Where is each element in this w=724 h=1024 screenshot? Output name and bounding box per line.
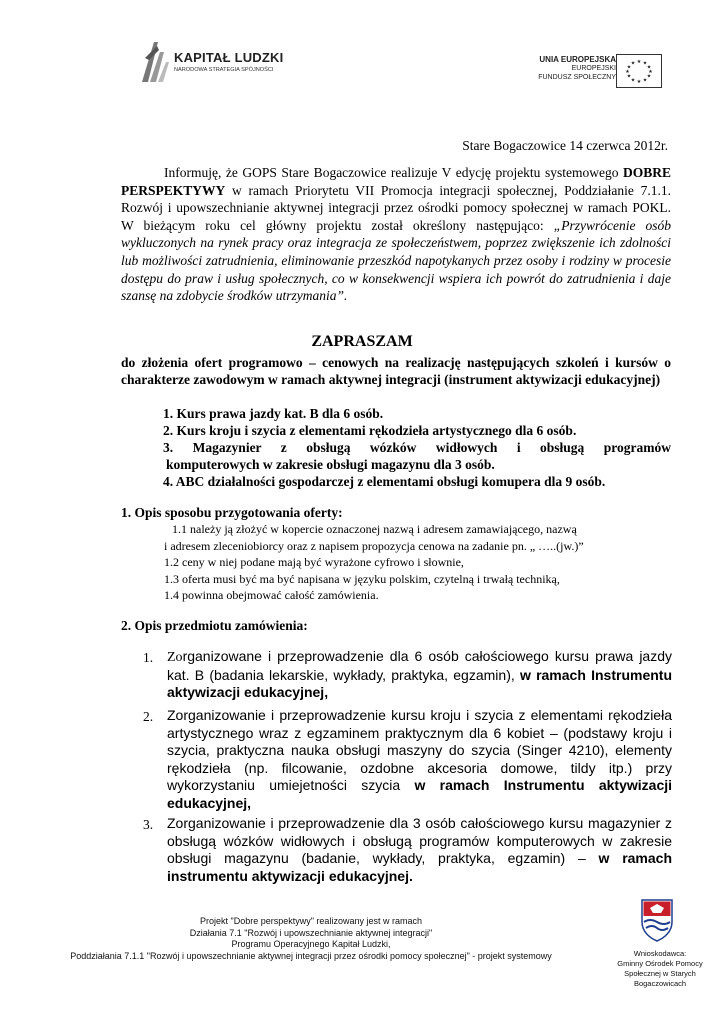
intro-text-1: Informuję, że GOPS Stare Bogaczowice realizuje V edycję projektu systemowego	[164, 165, 623, 180]
item-2-number: 2.	[143, 709, 154, 724]
footer-line: Poddziałania 7.1.1 "Rozwój i upowszechnianie aktywnej integracji przez ośrodki pomocy społecznej" - projekt systemowy	[70, 950, 552, 961]
section-1-item: 1.3 oferta musi być ma być napisana w języku polskim, czytelną i trwałą techniką,	[164, 571, 560, 586]
kl-subtitle: NARODOWA STRATEGIA SPÓJNOŚCI	[174, 67, 274, 73]
section-1-heading: 1. Opis sposobu przygotowania oferty:	[121, 505, 343, 520]
svg-text:★: ★	[642, 60, 648, 67]
item-3-bold: w ramach instrumentu aktywizacji edukacyjnej.	[167, 850, 672, 884]
applicant-label: Wnioskodawca:	[633, 949, 687, 958]
course-4: 4. ABC działalności gospodarczej z elementami obsługi komupera dla 9 osób.	[163, 474, 606, 489]
course-3-continued: komputerowych w zakresie obsługi magazynu dla 3 osób.	[166, 457, 495, 472]
course-3: 3. Magazynier z obsługą wózków widłowych i obsługą programów	[163, 440, 671, 455]
item-3-body: Zorganizowanie i przeprowadzenie dla 3 osób całościowego kursu magazynier z obsługą wózków widłowych i obsługą programów komputerowych w zakresie obsługi magazynu (badanie, wykłady, praktyka, egzamin) –	[167, 815, 672, 867]
eu-text	[538, 55, 616, 82]
invite-text: do złożenia ofert programowo – cenowych na realizację następujących szkoleń i kursów o charakterze zawodowym w ramach aktywnej integracji (instrument aktywizacji edukacyjnej)	[121, 355, 671, 387]
section-1-item: i adresem zleceniobiorcy oraz z napisem propozycja cenowa na zadanie pn. „ …..(jw.)”	[164, 538, 584, 553]
item-3-text	[167, 815, 672, 885]
section-2-heading: 2. Opis przedmiotu zamówienia:	[121, 618, 308, 633]
kl-title: KAPITAŁ LUDZKI	[174, 50, 284, 65]
footer-line: Projekt "Dobre perspektywy" realizowany jest w ramach	[200, 916, 422, 926]
item-1-first-letters: Zo	[167, 650, 183, 665]
course-2: 2. Kurs kroju i szycia z elementami rękodzieła artystycznego dla 6 osób.	[163, 423, 577, 438]
invite-title: ZAPRASZAM	[311, 333, 413, 350]
footer-line: Programu Operacyjnego Kapitał Ludzki,	[231, 939, 391, 949]
svg-text:★: ★	[646, 73, 652, 80]
eu-flag-icon	[616, 54, 662, 88]
applicant-line: Bogaczowicach	[633, 979, 687, 988]
item-1-text	[167, 648, 672, 702]
eu-line2: EUROPEJSKI	[571, 65, 616, 72]
footer-project-info	[0, 916, 622, 962]
eu-line3: FUNDUSZ SPOŁECZNY	[538, 74, 616, 81]
course-1: 1. Kurs prawa jazdy kat. B dla 6 osób.	[163, 406, 384, 421]
applicant-line: Gminny Ośrodek Pomocy	[617, 959, 703, 968]
intro-paragraph	[121, 164, 671, 305]
applicant-line: Społecznej w Starych	[624, 969, 696, 978]
section-1-item: 1.1 należy ją złożyć w kopercie oznaczonej nazwą i adresem zamawiającego, nazwą	[172, 522, 577, 536]
item-2-body: Zorganizowanie i przeprowadzenie kursu kroju i szycia z elementami rękodzieła artystycznego wraz z egzaminem praktycznym dla 6 kobiet – (podstawy kroju i szycia, praktyczna nauka obsługi maszyny do szycia (Singer 4210), elementy rękodzieła (np. filcowanie, ozdobne akcesoria domowe, tildy itp.) przy wykorzystaniu umiejetności szycia	[167, 707, 672, 794]
svg-text:★: ★	[636, 79, 642, 85]
footer-line: Działania 7.1 "Rozwój i upowszechnianie aktywnej integracji"	[189, 927, 433, 938]
project-goal-quote: „Przywrócenie osób wykluczonych na rynek pracy oraz integracja ze społeczeństwem, poprzez zwiększenie ich zdolności lub możliwości zatrudnienia, eliminowanie przeszkód napotykanych przez osoby i rodziny w procesie dostępu do praw i usług społecznych, co w konsekwencji wspiera ich powrót do zatrudnienia i daje szansę na zdobycie środków utrzymania”.	[121, 217, 671, 304]
section-1-item: 1.2 ceny w niej podane mają być wyrażone cyfrowo i słownie,	[164, 555, 464, 569]
item-3-number: 3.	[143, 817, 154, 832]
item-1-body: rganizowane i przeprowadzenie dla 6 osób całościowego kursu prawa jazdy kat. B (badania lekarskie, wykłady, praktyka, egzamin),	[167, 648, 672, 683]
item-1-bold: w ramach Instrumentu aktywizacji edukacyjnej,	[167, 666, 672, 701]
section-1-list	[164, 521, 584, 604]
intro-text-2: w ramach Priorytetu VII Promocja integracji społecznej, Poddziałanie 7.1.1. Rozwój i upowszechnianie aktywnej integracji przez ośrodki pomocy społecznej w ramach POKL. W bieżącym roku cel główny projektu został określony następująco:	[121, 182, 671, 233]
item-2-bold: w ramach Instrumentu aktywizacji edukacyjnej,	[167, 777, 673, 811]
svg-text:★: ★	[626, 64, 632, 71]
kapital-ludzki-logo	[140, 38, 310, 88]
svg-text:★: ★	[648, 69, 653, 75]
document-date: Stare Bogaczowice 14 czerwca 2012r.	[462, 138, 668, 153]
svg-text:★: ★	[646, 64, 652, 71]
project-name: DOBRE PERSPEKTYWY	[121, 165, 671, 198]
item-1-number: 1.	[143, 650, 154, 665]
svg-text:★: ★	[626, 73, 632, 80]
kapital-ludzki-emblem-icon	[140, 38, 170, 84]
gmina-crest-icon	[640, 898, 674, 942]
eu-line1: UNIA EUROPEJSKA	[539, 55, 616, 64]
svg-text:★: ★	[642, 77, 648, 84]
applicant-info	[605, 949, 715, 989]
item-2-text	[167, 707, 672, 813]
svg-text:★: ★	[630, 77, 636, 84]
svg-text:★: ★	[636, 59, 642, 65]
eu-logo	[500, 54, 662, 90]
svg-text:★: ★	[625, 69, 630, 75]
svg-text:★: ★	[630, 60, 636, 67]
section-1-item: 1.4 powinna obejmować całość zamówienia.	[164, 588, 379, 602]
